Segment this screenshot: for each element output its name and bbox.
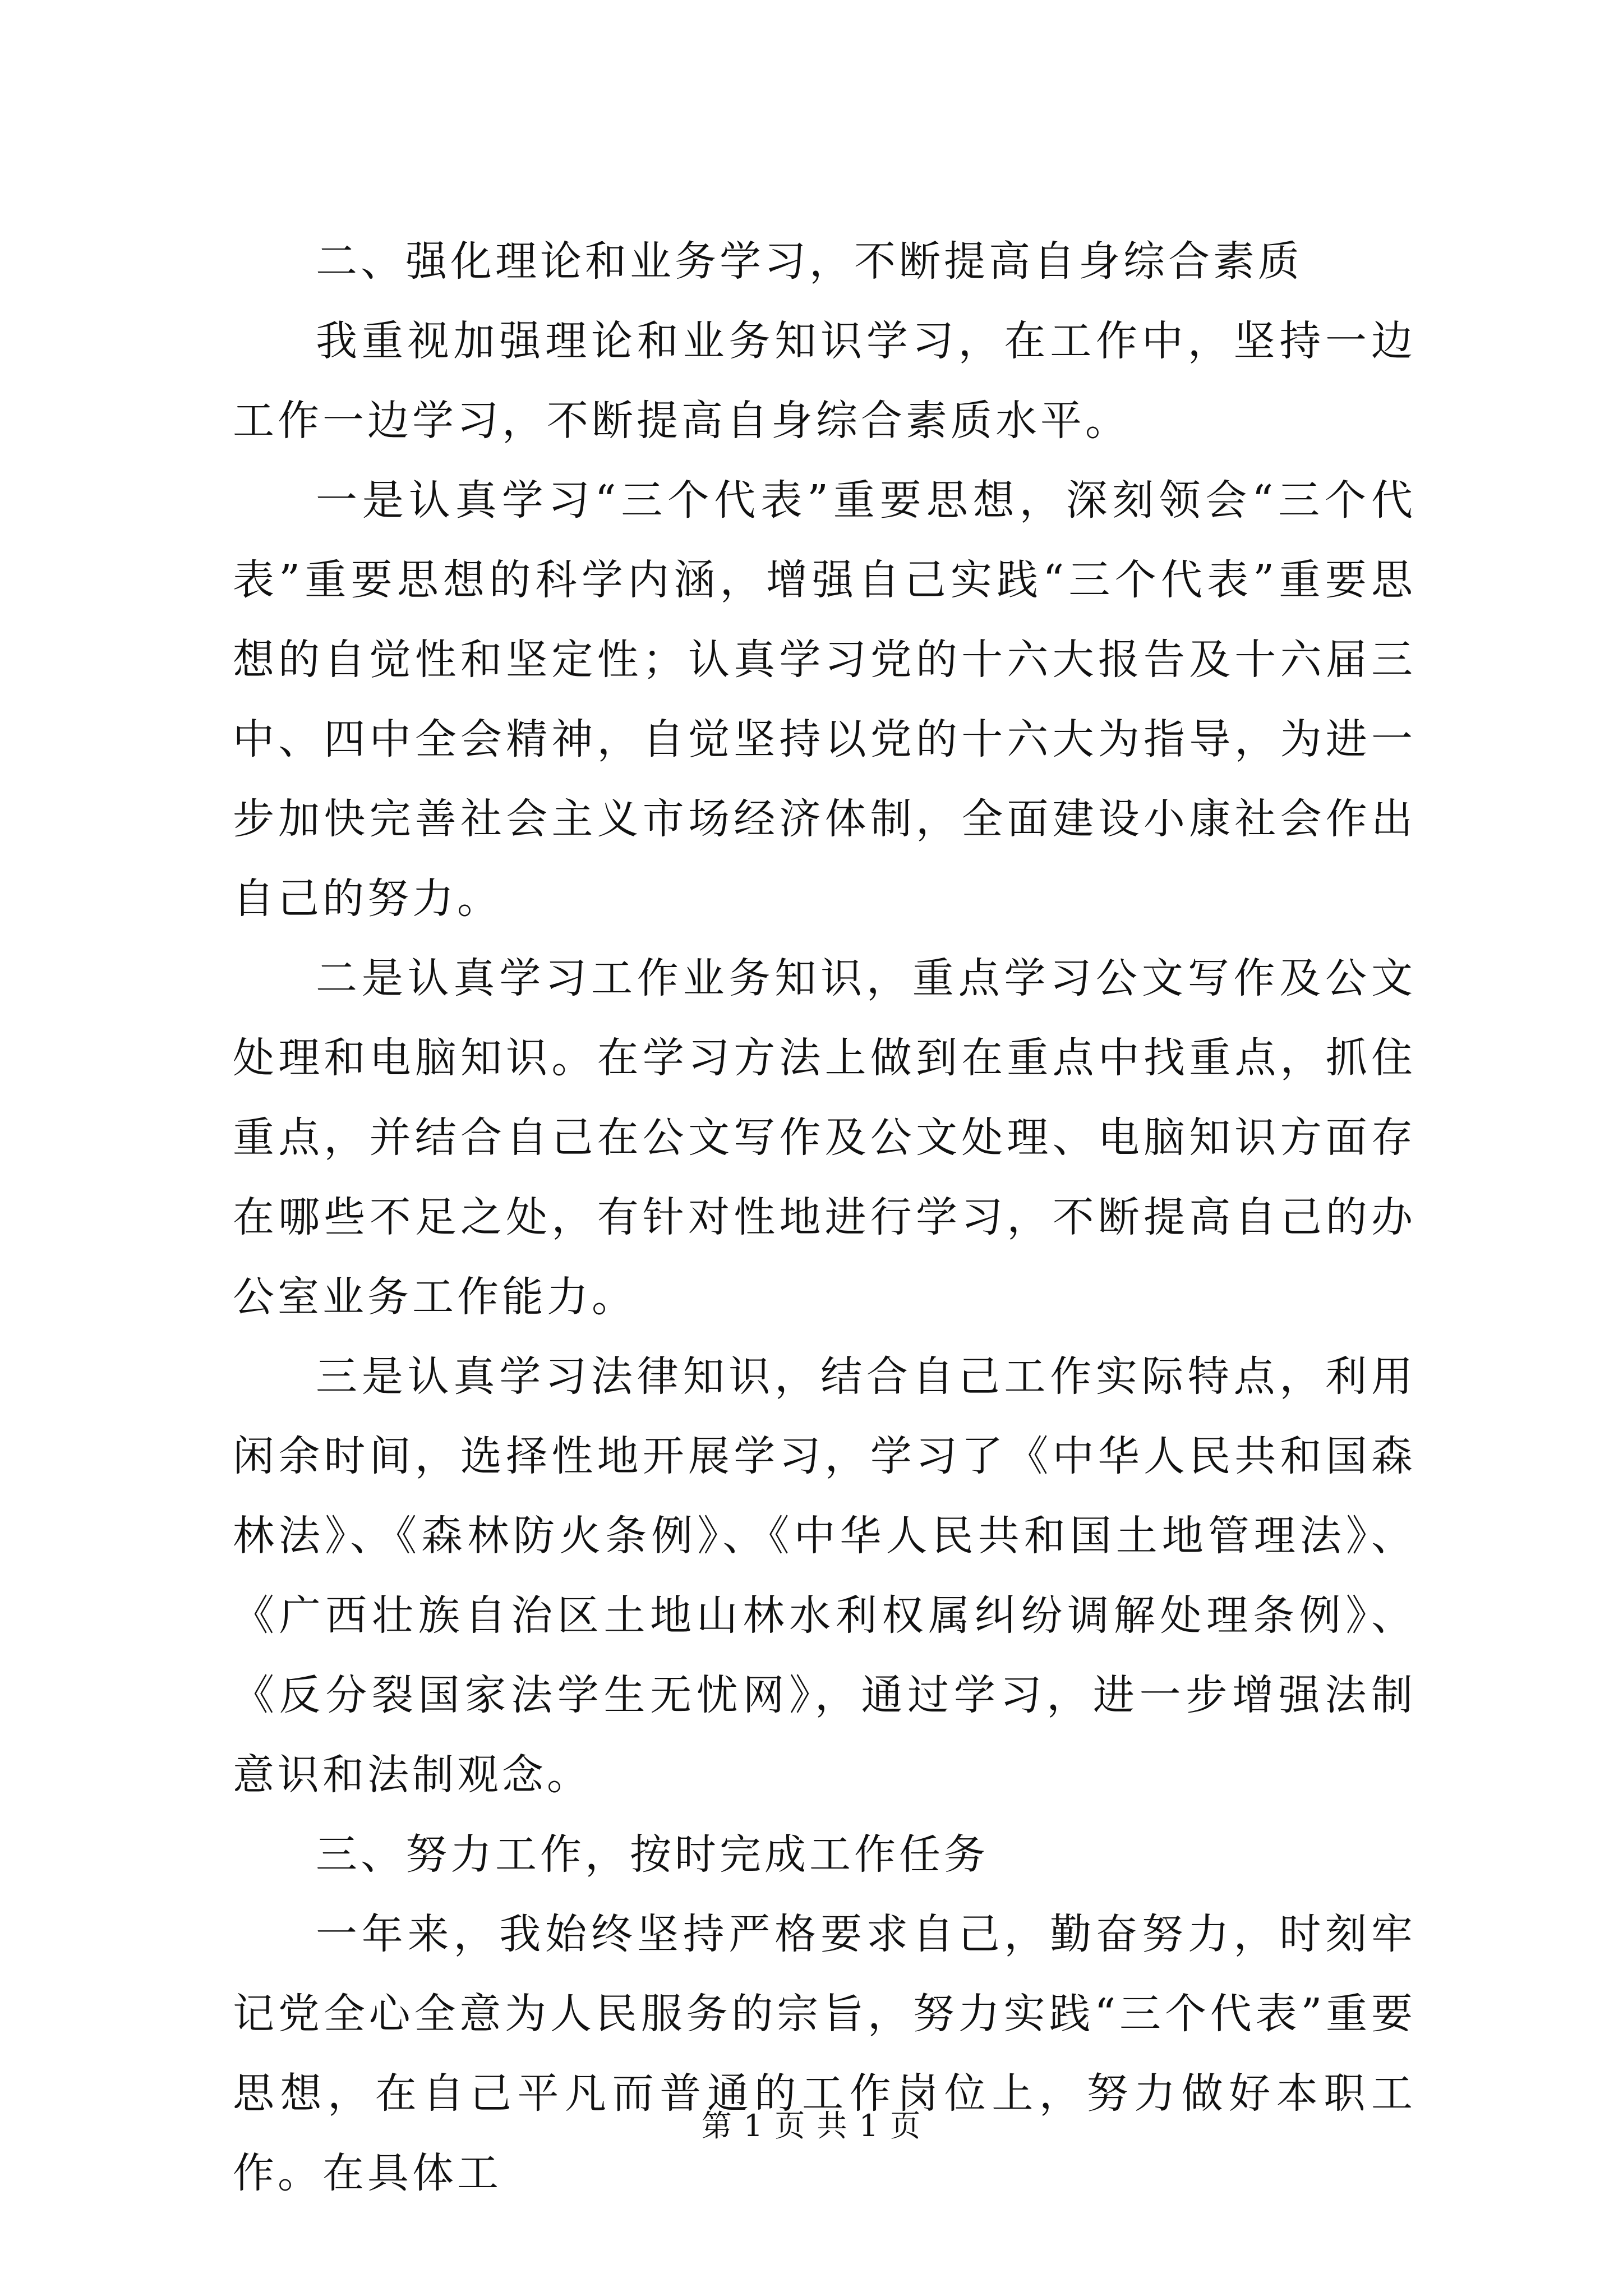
paragraph-work: 一年来，我始终坚持严格要求自己，勤奋努力，时刻牢记党全心全意为人民服务的宗旨，努力实践“三个代表”重要思想，在自己平凡而普通的工作岗位上，努力做好本职工作。在具体工: [233, 1910, 1416, 2197]
paragraph-point-3: 三是认真学习法律知识，结合自己工作实际特点，利用闲余时间，选择性地开展学习，学习了《中华人民共和国森林法》、《森林防火条例》、《中华人民共和国土地管理法》、《广西壮族自治区土地山林水利权属纠纷调解处理条例》、《反分裂国家法学生无忧网》，通过学习，进一步增强法制意识和法制观念。: [233, 1352, 1416, 1799]
document-body: [233, 222, 1416, 2213]
page-footer: 第 1 页 共 1 页: [701, 2108, 922, 2143]
paragraph-point-2: 二是认真学习工作业务知识，重点学习公文写作及公文处理和电脑知识。在学习方法上做到在重点中找重点，抓住重点，并结合自己在公文写作及公文处理、电脑知识方面存在哪些不足之处，有针对性地进行学习，不断提高自己的办公室业务工作能力。: [233, 954, 1416, 1321]
paragraph-intro: 我重视加强理论和业务知识学习，在工作中，坚持一边工作一边学习，不断提高自身综合素质水平。: [233, 317, 1416, 445]
section-heading-2: 二、强化理论和业务学习，不断提高自身综合素质: [316, 237, 1303, 286]
section-heading-3: 三、努力工作，按时完成工作任务: [316, 1830, 989, 1879]
paragraph-point-1: 一是认真学习“三个代表”重要思想，深刻领会“三个代表”重要思想的科学内涵，增强自己实践“三个代表”重要思想的自觉性和坚定性；认真学习党的十六大报告及十六届三中、四中全会精神，自觉坚持以党的十六大为指导，为进一步加快完善社会主义市场经济体制，全面建设小康社会作出自己的努力。: [233, 476, 1416, 923]
